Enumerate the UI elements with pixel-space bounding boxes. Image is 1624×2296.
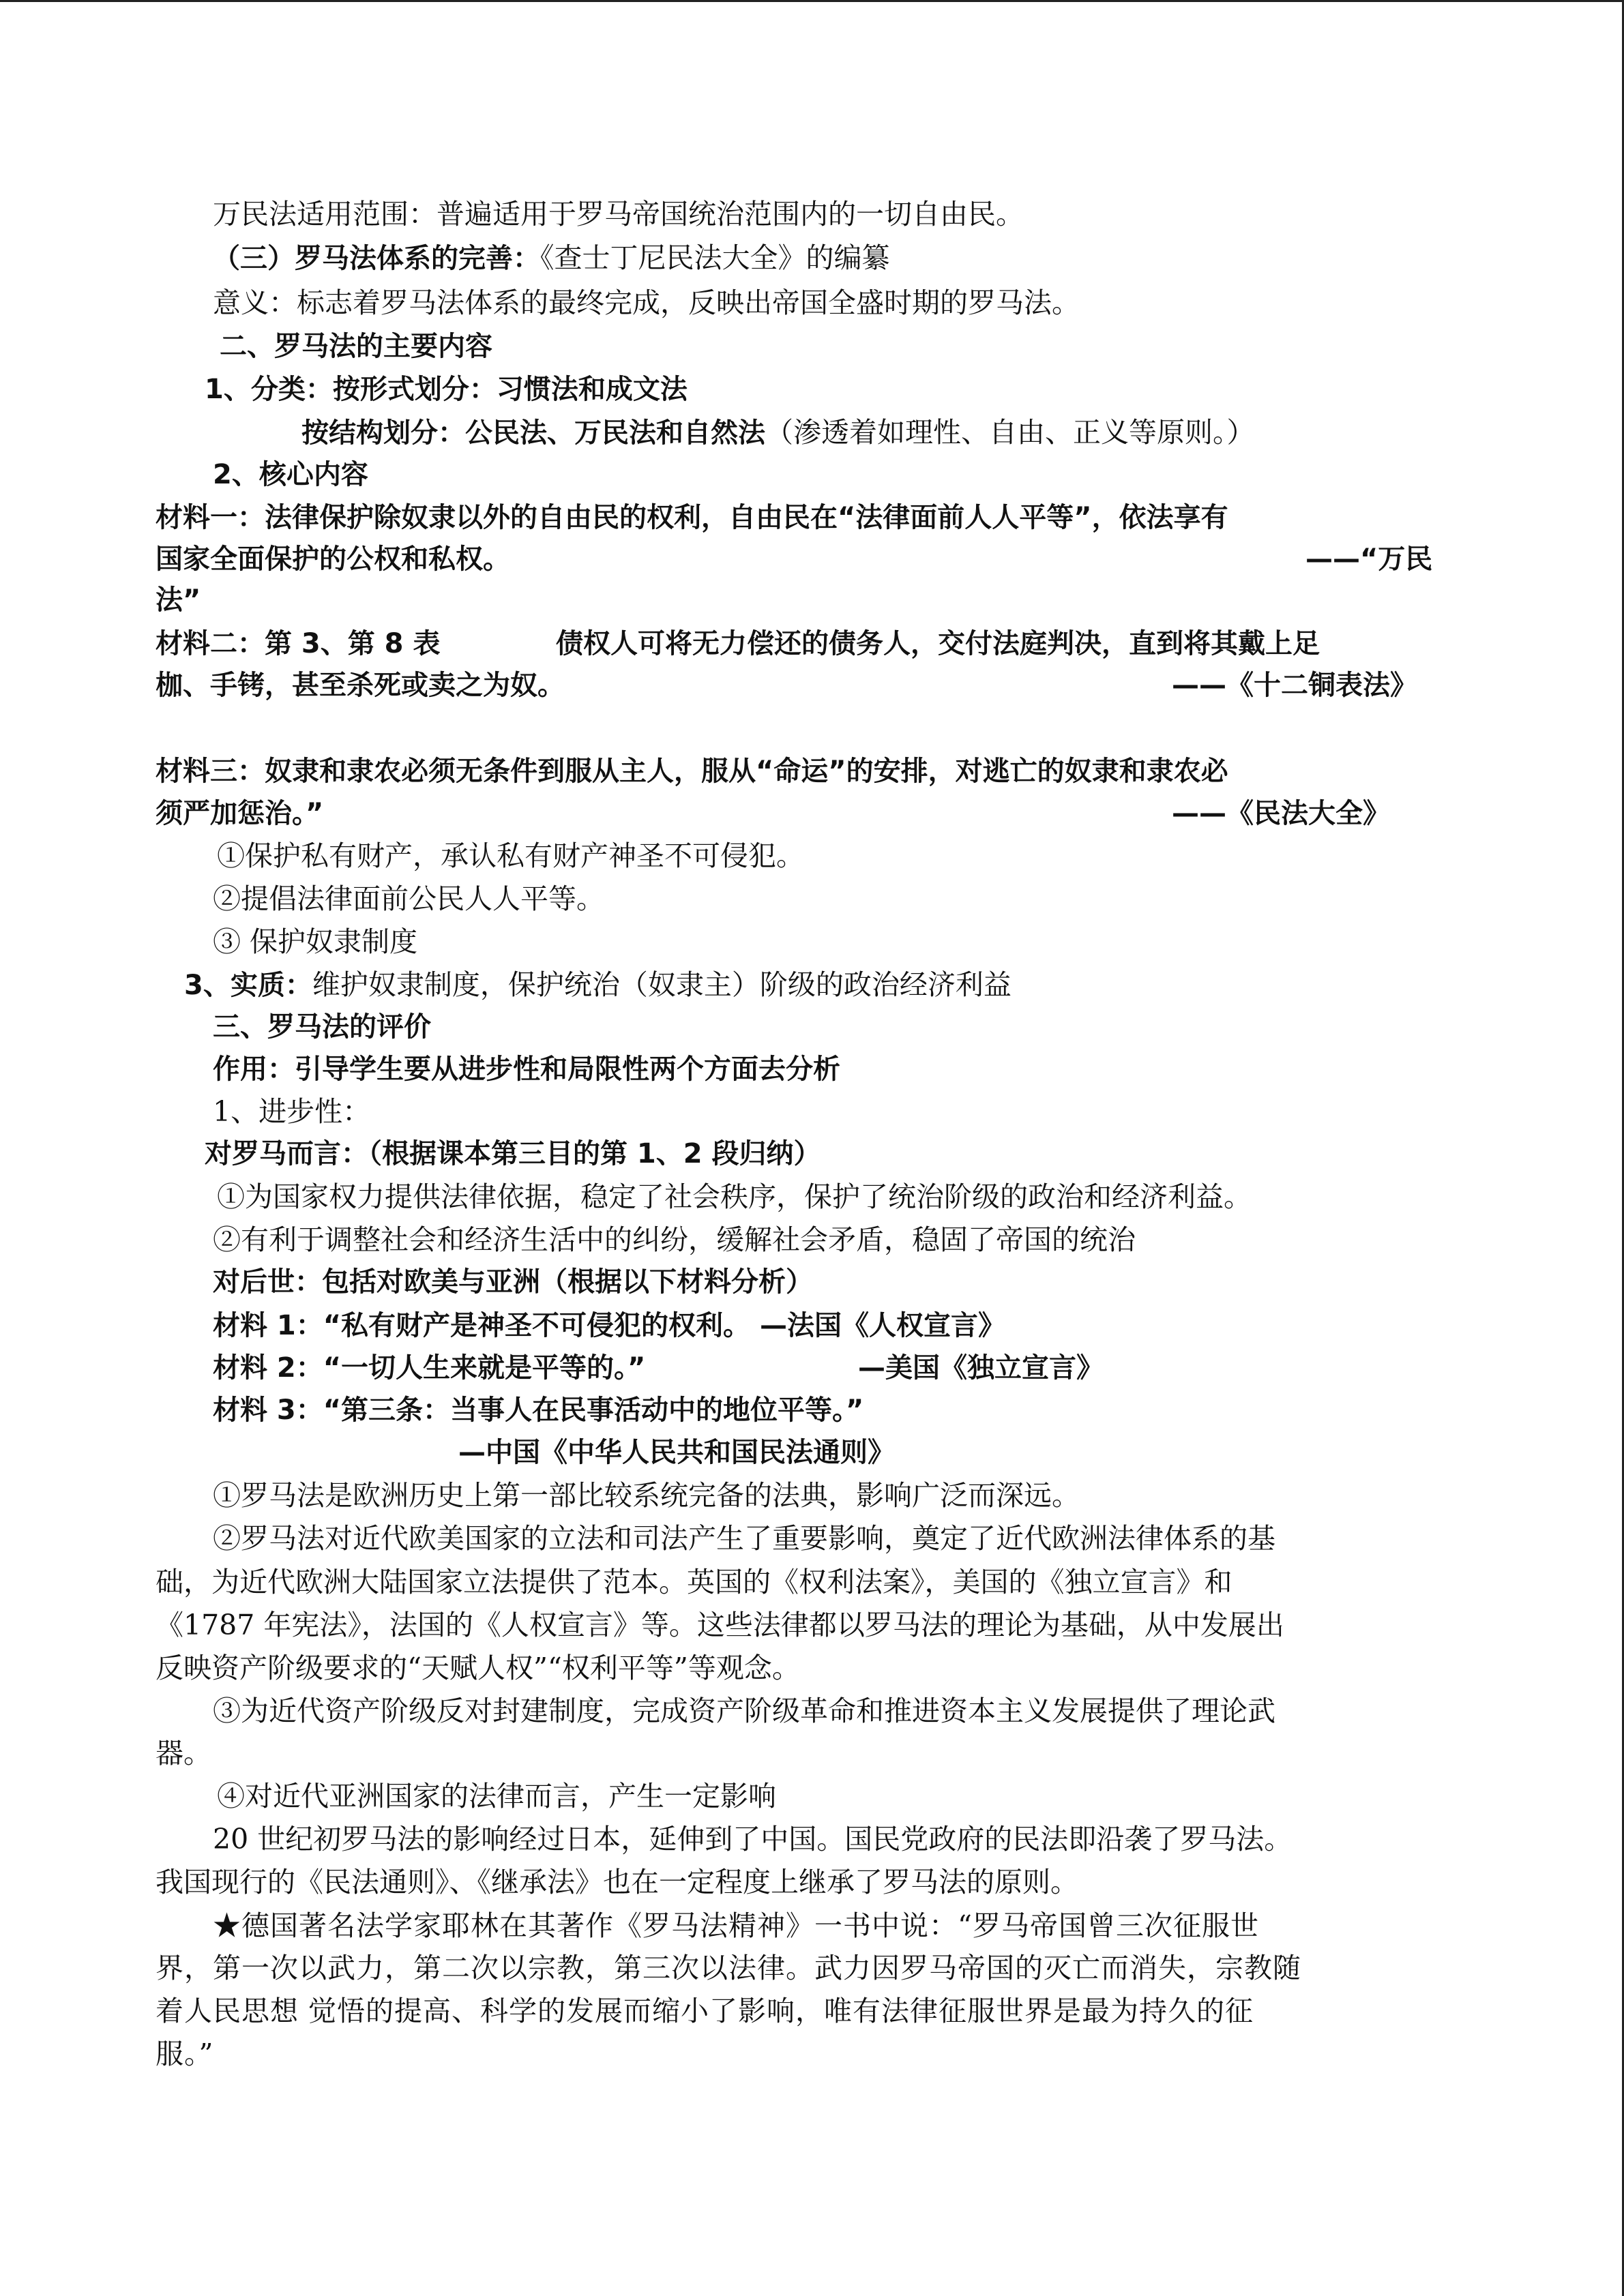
bold-span: 按结构划分：公民法、万民法和自然法 <box>301 417 765 449</box>
section-heading <box>213 239 890 277</box>
quote-line: 材料 1：“私有财产是神圣不可侵犯的权利。 —法国《人权宣言》 <box>213 1310 1005 1341</box>
list-item: ②罗马法对近代欧美国家的立法和司法产生了重要影响，奠定了近代欧洲法律体系的基 <box>213 1522 1275 1555</box>
material-line: 枷、手铐，甚至杀死或卖之为奴。 <box>156 670 565 701</box>
quote-line: 材料 3：“第三条：当事人在民事活动中的地位平等。” <box>213 1395 864 1426</box>
material-source: ——《民法大全》 <box>1172 798 1390 829</box>
material-line: 债权人可将无力偿还的债务人，交付法庭判决，直到将其戴上足 <box>556 628 1320 659</box>
subheading: 1、分类：按形式划分：习惯法和成文法 <box>205 374 688 405</box>
list-item: ③ 保护奴隶制度 <box>213 925 418 958</box>
bold-span: 3、实质： <box>184 970 312 1001</box>
text-line: 《1787 年宪法》，法国的《人权宣言》等。这些法律都以罗马法的理论为基础，从中发展出 <box>156 1609 1284 1641</box>
quote-line: 材料 2：“一切人生来就是平等的。” <box>213 1352 646 1384</box>
text-line: 万民法适用范围：普遍适用于罗马帝国统治范围内的一切自由民。 <box>213 198 1024 230</box>
subheading: 1、进步性： <box>213 1095 371 1128</box>
material-source: ——《十二铜表法》 <box>1172 670 1417 701</box>
text-line: 我国现行的《民法通则》、《继承法》也在一定程度上继承了罗马法的原则。 <box>156 1866 1078 1898</box>
text-span: 《查士丁尼民法大全》的编纂 <box>540 241 890 274</box>
quote-line: 界，第一次以武力，第二次以宗教，第三次以法律。武力因罗马帝国的灭亡而消失，宗教随 <box>156 1952 1301 1984</box>
material-line: 材料一：法律保护除奴隶以外的自由民的权利，自由民在“法律面前人人平等”，依法享有 <box>156 502 1228 533</box>
text-line <box>301 413 1255 451</box>
heading-text: （三）罗马法体系的完善： <box>213 243 540 274</box>
list-item: ①保护私有财产，承认私有财产神圣不可侵犯。 <box>217 839 804 872</box>
quote-line: ★德国著名法学家耶林在其著作《罗马法精神》一书中说：“罗马帝国曾三次征服世 <box>213 1909 1259 1942</box>
section-heading: 二、罗马法的主要内容 <box>220 331 492 362</box>
material-line: 材料三：奴隶和隶农必须无条件到服从主人，服从“命运”的安排，对逃亡的奴隶和隶农必 <box>156 756 1228 787</box>
section-heading: 三、罗马法的评价 <box>213 1011 431 1043</box>
text-line: 反映资产阶级要求的“天赋人权”“权利平等”等观念。 <box>156 1652 800 1684</box>
quote-source: —中国《中华人民共和国民法通则》 <box>458 1437 895 1468</box>
text-span: （渗透着如理性、自由、正义等原则。） <box>765 416 1255 449</box>
text-line: 对后世：包括对欧美与亚洲（根据以下材料分析） <box>213 1266 813 1298</box>
quote-line: 服。” <box>156 2038 214 2070</box>
quote-line: 着人民思想 觉悟的提高、科学的发展而缩小了影响，唯有法律征服世界是最为持久的征 <box>156 1995 1254 2027</box>
list-item: ①罗马法是欧洲历史上第一部比较系统完备的法典，影响广泛而深远。 <box>213 1479 1080 1512</box>
text-line: 意义：标志着罗马法体系的最终完成，反映出帝国全盛时期的罗马法。 <box>213 286 1080 319</box>
list-item: ②提倡法律面前公民人人平等。 <box>213 882 604 915</box>
list-item: ②有利于调整社会和经济生活中的纠纷，缓解社会矛盾，稳固了帝国的统治 <box>213 1223 1136 1256</box>
quote-source: —美国《独立宣言》 <box>858 1352 1104 1384</box>
list-item: ③为近代资产阶级反对封建制度，完成资产阶级革命和推进资本主义发展提供了理论武 <box>213 1695 1275 1727</box>
subheading <box>184 966 1012 1004</box>
text-span: 维护奴隶制度，保护统治（奴隶主）阶级的政治经济利益 <box>312 968 1012 1001</box>
text-line: 作用：引导学生要从进步性和局限性两个方面去分析 <box>213 1054 840 1085</box>
subheading: 2、核心内容 <box>213 459 368 490</box>
material-source: ——“万民 <box>1305 543 1433 575</box>
material-line: 国家全面保护的公权和私权。 <box>156 543 510 575</box>
material-line: 材料二：第 3、第 8 表 <box>156 628 441 659</box>
text-line: 对罗马而言：（根据课本第三目的第 1、2 段归纳） <box>205 1138 821 1169</box>
list-item: ①为国家权力提供法律依据，稳定了社会秩序，保护了统治阶级的政治和经济利益。 <box>217 1180 1252 1213</box>
list-item: ④对近代亚洲国家的法律而言，产生一定影响 <box>217 1780 776 1813</box>
text-line: 器。 <box>156 1737 211 1770</box>
text-line: 20 世纪初罗马法的影响经过日本，延伸到了中国。国民党政府的民法即沿袭了罗马法。 <box>213 1823 1293 1855</box>
material-line: 须严加惩治。” <box>156 798 324 829</box>
material-line: 法” <box>156 584 201 616</box>
text-line: 础，为近代欧洲大陆国家立法提供了范本。英国的《权利法案》，美国的《独立宣言》和 <box>156 1566 1232 1598</box>
